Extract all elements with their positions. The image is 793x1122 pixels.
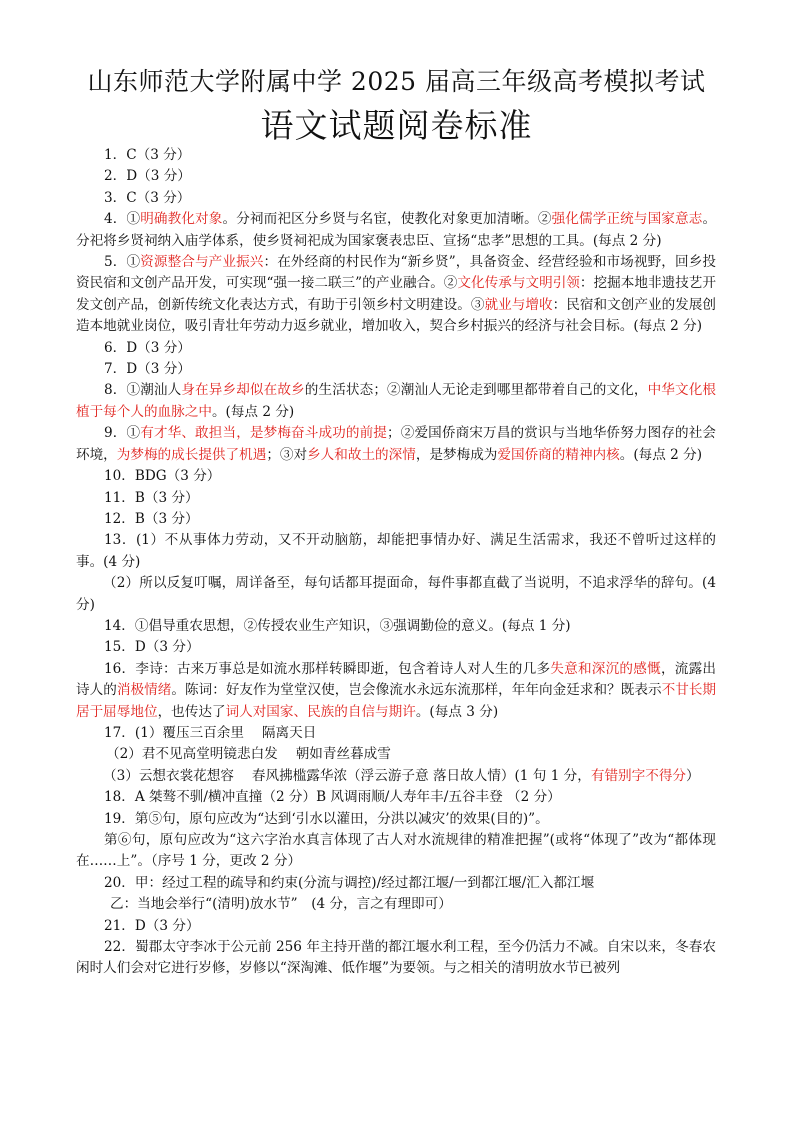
answer-text: 16．李诗：古来万事总是如流水那样转瞬即逝，包含着诗人对人生的几多 bbox=[104, 660, 551, 677]
scoring-point: 强化儒学正统与国家意志 bbox=[551, 211, 703, 228]
answer-text: （3）云想衣裳花想容 春风拂槛露华浓（浮云游子意 落日故人情）(1 句 1 分， bbox=[103, 767, 591, 784]
answer-text: ；③对 bbox=[266, 446, 308, 463]
answer-text: 9．① bbox=[104, 425, 141, 442]
answer-q18: 18．A 桀骜不驯/横冲直撞（2 分）B 风调雨顺/人寿年丰/五谷丰登 （2 分） bbox=[104, 789, 561, 806]
answer-q16 bbox=[76, 659, 716, 723]
scoring-point: 乡人和故土的深情 bbox=[307, 446, 416, 463]
answer-q13-2: （2）所以反复叮嘱，周详备至，每句话都耳提面命，每件事都直截了当说明，不追求浮华的辞句。(4 分) bbox=[76, 575, 716, 613]
answer-text: ，是梦梅成为 bbox=[415, 446, 498, 463]
scoring-point: 消极情绪 bbox=[116, 682, 172, 699]
answer-q22: 22．蜀郡太守李冰于公元前 256 年主持开凿的都江堰水利工程，至今仍活力不减。自宋以来，冬春农闲时人们会对它进行岁修，岁修以“深淘滩、低作堰”为要领。与之相关的清明放水节已被列 bbox=[76, 939, 716, 977]
answer-text: ：民宿和文创产业的发展创造本地就业岗位，吸引青壮年劳动力返乡就业，增加收入，契合乡村振兴的经济与社会目标。(每点 2 分) bbox=[76, 296, 717, 335]
answer-q9 bbox=[76, 423, 716, 466]
answer-text: 。(每点 3 分) bbox=[415, 703, 499, 720]
scoring-point: 明确教化对象 bbox=[140, 211, 223, 228]
answer-q17-3 bbox=[76, 766, 716, 787]
answer-text: 。(每点 2 分) bbox=[619, 446, 703, 463]
answer-q19-2: 第⑥句，原句应改为“这六字治水真言体现了古人对水流规律的精准把握”(或将“体现了”改为“都体现在……上”。（序号 1 分，更改 2 分） bbox=[76, 832, 716, 870]
answer-q13-1: 13．(1）不从事体力劳动，又不开动脑筋，却能把事情办好、满足生活需求，我还不曾听过这样的事。(4 分) bbox=[76, 532, 716, 570]
answer-text: 的生活状态；②潮汕人无论走到哪里都带着自己的文化， bbox=[304, 382, 648, 399]
answer-text: 。分祠而祀区分乡贤与名宦，使教化对象更加清晰。② bbox=[222, 211, 552, 228]
answer-q20-2: 乙：当地会举行“(清明)放水节” (4 分，言之有理即可） bbox=[110, 896, 452, 913]
answer-text: ，也传达了 bbox=[157, 703, 226, 720]
answer-q17-2: （2）君不见高堂明镜悲白发 朝如青丝暮成雪 bbox=[106, 746, 391, 763]
answer-text: 5．① bbox=[104, 254, 141, 271]
answer-q12: 12．B（3 分） bbox=[104, 510, 199, 527]
answer-q3: 3．C（3 分） bbox=[104, 189, 191, 206]
answer-text: 。陈词：好友作为堂堂汉使，岂会像流水永远东流那样，年年向金廷求和？既表示 bbox=[171, 682, 662, 699]
page-subtitle: 语文试题阅卷标准 bbox=[260, 106, 533, 145]
answer-q2: 2．D（3 分） bbox=[104, 168, 191, 185]
scoring-point: 为梦梅的成长提供了机遇 bbox=[116, 446, 267, 463]
scoring-point: 失意和深沉的感慨 bbox=[550, 660, 661, 677]
answer-q20-1: 20．甲：经过工程的疏导和约束(分流与调控)/经过都江堰/一到都江堰/汇入都江堰 bbox=[104, 874, 595, 891]
answer-q19-1: 19．第⑤句，原句应改为“达到‘引水以灌田，分洪以减灾’的效果(目的)”。 bbox=[104, 810, 549, 827]
scoring-point: 资源整合与产业振兴 bbox=[140, 254, 264, 271]
answer-text: ：在外经商的村民作为“新乡贤”，具备资金、经营经验和市场视野，回乡投资民宿和文创产品开发，可实现“强一接二联三”的产业融合。② bbox=[76, 254, 716, 292]
scoring-point: 爱国侨商的精神内核 bbox=[497, 446, 620, 463]
scoring-point: 文化传承与文明引领 bbox=[457, 275, 580, 292]
scoring-point: 身在异乡却似在故乡 bbox=[181, 382, 305, 399]
scoring-point: 有错别字不得分 bbox=[590, 767, 687, 784]
answer-q14: 14．①倡导重农思想，②传授农业生产知识，③强调勤俭的意义。(每点 1 分) bbox=[104, 617, 571, 634]
answer-q1: 1．C（3 分） bbox=[104, 147, 191, 163]
answer-text: ） bbox=[686, 767, 700, 784]
scoring-point: 有才华、敢担当，是梦梅奋斗成功的前提 bbox=[140, 425, 388, 442]
answer-q6: 6．D（3 分） bbox=[104, 339, 191, 356]
answer-q15: 15．D（3 分） bbox=[104, 639, 200, 656]
answer-q11: 11．B（3 分） bbox=[104, 489, 199, 506]
answer-text: 8．①潮汕人 bbox=[104, 382, 182, 399]
answer-list bbox=[76, 145, 716, 980]
answer-q21: 21．D（3 分） bbox=[104, 917, 200, 934]
scoring-point: 不甘长期居于屈辱地位 bbox=[76, 682, 717, 720]
answer-text: ；②爱国侨商宋万昌的赏识与当地华侨努力图存的社会环境， bbox=[76, 425, 717, 463]
answer-q7: 7．D（3 分） bbox=[104, 361, 191, 378]
scoring-point: 词人对国家、民族的自信与期许 bbox=[225, 703, 416, 720]
answer-text: ：挖掘本地非遗技艺开发文创产品，创新传统文化表达方式，有助于引领乡村文明建设。③ bbox=[76, 275, 717, 313]
answer-text: 4．① bbox=[104, 211, 141, 228]
answer-text: 。(每点 2 分) bbox=[211, 403, 295, 420]
answer-text: ，流露出诗人的 bbox=[76, 660, 717, 699]
answer-q17-1: 17．(1）覆压三百余里 隔离天日 bbox=[104, 724, 317, 741]
answer-q4 bbox=[76, 209, 716, 252]
scoring-point: 就业与增收 bbox=[484, 296, 553, 313]
answer-q8 bbox=[76, 380, 716, 423]
page-title: 山东师范大学附属中学 2025 届高三年级高考模拟考试 bbox=[87, 67, 706, 96]
answer-q5 bbox=[76, 252, 716, 338]
scoring-point: 中华文化根植于每个人的血脉之中 bbox=[76, 382, 717, 420]
answer-text: 。分祀将乡贤祠纳入庙学体系，使乡贤祠祀成为国家褒表忠臣、宣扬“忠孝”思想的工具。(每点 2 分) bbox=[76, 211, 717, 249]
answer-q10: 10．BDG（3 分） bbox=[104, 468, 221, 485]
